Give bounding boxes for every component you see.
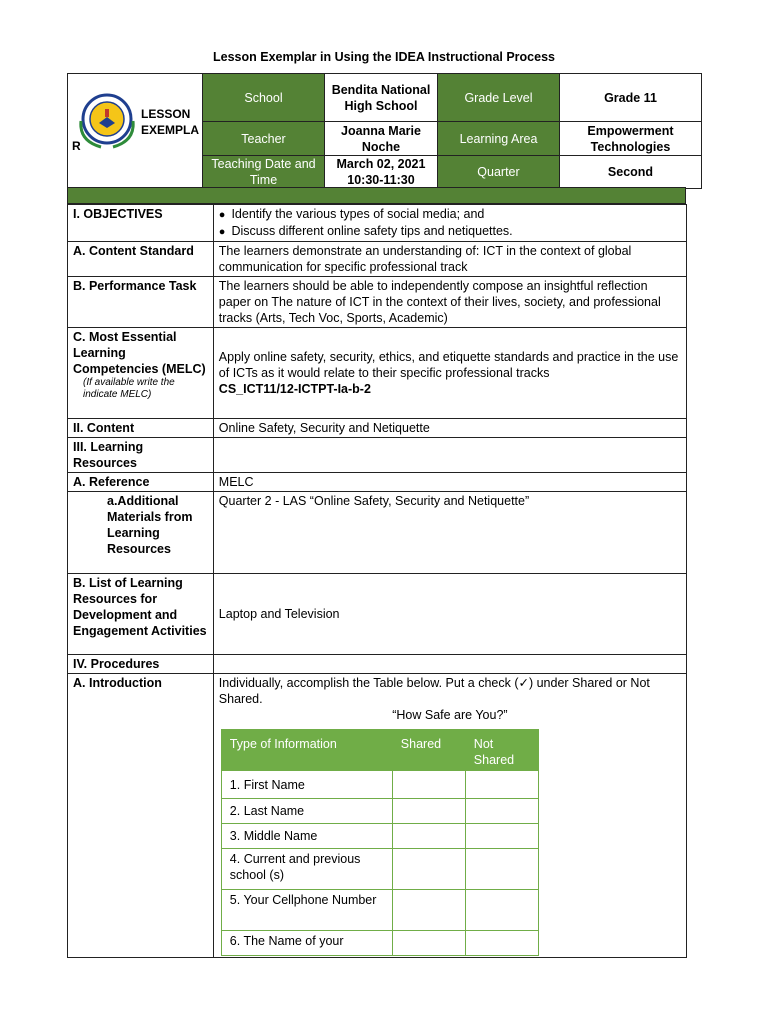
- quiz-not-shared-checkbox[interactable]: [465, 771, 538, 799]
- objective-item: ● Identify the various types of social media; and: [219, 206, 681, 223]
- learning-resources-value: [213, 438, 686, 473]
- reference-value: MELC: [213, 473, 686, 492]
- grade-level-value: Grade 11: [560, 74, 702, 122]
- objective-item: ● Discuss different online safety tips and netiquettes.: [219, 223, 681, 240]
- objectives-label: I. OBJECTIVES: [68, 205, 214, 242]
- procedures-label: IV. Procedures: [68, 655, 214, 674]
- performance-task-label: B. Performance Task: [68, 277, 214, 328]
- quiz-shared-checkbox[interactable]: [392, 799, 465, 824]
- quiz-not-shared-checkbox[interactable]: [465, 799, 538, 824]
- reference-label: A. Reference: [68, 473, 214, 492]
- quiz-title: “How Safe are You?”: [392, 708, 508, 722]
- quiz-not-shared-checkbox[interactable]: [465, 824, 538, 849]
- quiz-not-shared-checkbox[interactable]: [465, 931, 538, 956]
- list-resources-value: Laptop and Television: [213, 574, 686, 655]
- logo-text-line1: LESSON: [141, 107, 191, 121]
- quiz-not-shared-checkbox[interactable]: [465, 890, 538, 931]
- quiz-not-shared-checkbox[interactable]: [465, 849, 538, 890]
- quiz-table: [221, 729, 539, 956]
- quiz-row-label: 6. The Name of your: [221, 931, 392, 956]
- quiz-row-label: 5. Your Cellphone Number: [221, 890, 392, 931]
- melc-code: CS_ICT11/12-ICTPT-Ia-b-2: [218, 382, 371, 396]
- additional-materials-value: Quarter 2 - LAS “Online Safety, Security and Netiquette”: [213, 492, 686, 574]
- quiz-shared-checkbox[interactable]: [392, 824, 465, 849]
- quarter-value: Second: [560, 155, 702, 188]
- quiz-row-label: 3. Middle Name: [221, 824, 392, 849]
- content-value: Online Safety, Security and Netiquette: [213, 419, 686, 438]
- introduction-cell: [213, 674, 686, 958]
- quiz-shared-checkbox[interactable]: [392, 849, 465, 890]
- objectives-value: [213, 205, 686, 242]
- additional-materials-label: a.Additional Materials from Learning Resources: [107, 494, 193, 556]
- logo-text-line3: R: [72, 139, 81, 153]
- quarter-label: Quarter: [438, 155, 560, 188]
- learning-resources-label: III. Learning Resources: [68, 438, 214, 473]
- melc-value-cell: [213, 328, 686, 419]
- content-label: II. Content: [68, 419, 214, 438]
- additional-materials-label-cell: [68, 492, 214, 574]
- teaching-date: March 02, 2021: [336, 156, 426, 171]
- performance-task-value: The learners should be able to independently compose an insightful reflection paper on The nature of ICT in the context of their lives, society, and professional tracks (Arts, Tech Voc, Sports, Academic): [213, 277, 686, 328]
- teaching-time: 10:30-11:30: [347, 172, 415, 187]
- section-divider-band: [67, 187, 686, 204]
- melc-label: C. Most Essential Learning Competencies (MELC): [73, 330, 206, 376]
- learning-area-value: Empowerment Technologies: [560, 122, 702, 155]
- quiz-header-not-shared: Not Shared: [465, 730, 538, 771]
- quiz-header-type: Type of Information: [221, 730, 392, 771]
- header-table: [67, 73, 702, 189]
- introduction-label: A. Introduction: [68, 674, 214, 958]
- quiz-row-label: 1. First Name: [221, 771, 392, 799]
- quiz-shared-checkbox[interactable]: [392, 931, 465, 956]
- teacher-label: Teacher: [203, 122, 325, 155]
- teaching-date-label: Teaching Date and Time: [203, 155, 325, 188]
- content-standard-value: The learners demonstrate an understanding of: ICT in the context of global communication for specific professional track: [213, 242, 686, 277]
- content-standard-label: A. Content Standard: [68, 242, 214, 277]
- introduction-text: Individually, accomplish the Table below. Put a check (✓) under Shared or Not Shared.: [218, 676, 650, 706]
- learning-area-label: Learning Area: [438, 122, 560, 155]
- logo-text-line2: EXEMPLA: [141, 123, 200, 137]
- logo-cell: [68, 74, 203, 189]
- melc-value: Apply online safety, security, ethics, and etiquette standards and practice in the use of ICTs as it would relate to their specific professional tracks: [218, 350, 679, 380]
- procedures-value: [213, 655, 686, 674]
- grade-level-label: Grade Level: [438, 74, 560, 122]
- melc-label-cell: [68, 328, 214, 419]
- school-value: Bendita National High School: [325, 74, 438, 122]
- school-label: School: [203, 74, 325, 122]
- school-seal-icon: [73, 91, 141, 151]
- quiz-shared-checkbox[interactable]: [392, 771, 465, 799]
- quiz-row-label: 4. Current and previous school (s): [221, 849, 392, 890]
- quiz-shared-checkbox[interactable]: [392, 890, 465, 931]
- teacher-value: Joanna Marie Noche: [325, 122, 438, 155]
- list-resources-label: B. List of Learning Resources for Development and Engagement Activities: [68, 574, 214, 655]
- quiz-row-label: 2. Last Name: [221, 799, 392, 824]
- document-title: Lesson Exemplar in Using the IDEA Instructional Process: [213, 50, 555, 64]
- lesson-plan-table: [67, 204, 687, 958]
- quiz-header-shared: Shared: [392, 730, 465, 771]
- melc-note: (If available write the indicate MELC): [83, 377, 175, 400]
- teaching-date-value: [325, 155, 438, 188]
